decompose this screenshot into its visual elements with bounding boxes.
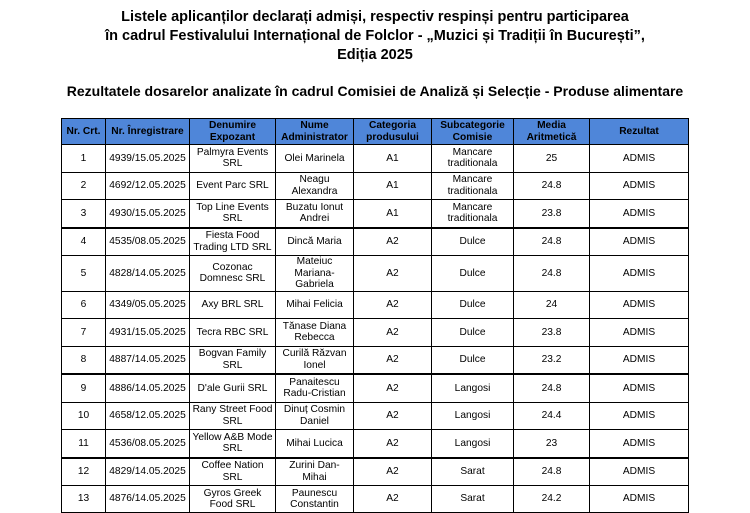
cell-administrator: Zurini Dan-Mihai bbox=[276, 458, 354, 486]
table-row bbox=[62, 256, 689, 292]
cell-average: 24.8 bbox=[514, 374, 590, 402]
cell-registration: 4349/05.05.2025 bbox=[106, 291, 190, 319]
cell-result: ADMIS bbox=[590, 346, 689, 374]
cell-result: ADMIS bbox=[590, 256, 689, 292]
header-exhibitor: Denumire Expozant bbox=[190, 119, 276, 145]
header-administrator: Nume Administrator bbox=[276, 119, 354, 145]
cell-nr: 6 bbox=[62, 291, 106, 319]
cell-registration: 4931/15.05.2025 bbox=[106, 319, 190, 347]
document-title bbox=[0, 8, 750, 65]
cell-exhibitor: Bogvan Family SRL bbox=[190, 346, 276, 374]
cell-category: A1 bbox=[354, 200, 432, 228]
table-row bbox=[62, 200, 689, 228]
cell-average: 23.8 bbox=[514, 319, 590, 347]
cell-subcategory: Langosi bbox=[432, 430, 514, 458]
cell-exhibitor: Tecra RBC SRL bbox=[190, 319, 276, 347]
results-table bbox=[61, 118, 689, 513]
cell-administrator: Curilă Răzvan Ionel bbox=[276, 346, 354, 374]
cell-average: 23.2 bbox=[514, 346, 590, 374]
cell-nr: 5 bbox=[62, 256, 106, 292]
title-line-3: Ediția 2025 bbox=[337, 47, 413, 63]
header-nr: Nr. Crt. bbox=[62, 119, 106, 145]
cell-average: 24.8 bbox=[514, 172, 590, 200]
cell-nr: 2 bbox=[62, 172, 106, 200]
cell-administrator: Tănase Diana Rebecca bbox=[276, 319, 354, 347]
cell-subcategory: Dulce bbox=[432, 228, 514, 256]
cell-result: ADMIS bbox=[590, 319, 689, 347]
cell-registration: 4828/14.05.2025 bbox=[106, 256, 190, 292]
cell-administrator: Panaitescu Radu-Cristian bbox=[276, 374, 354, 402]
cell-subcategory: Langosi bbox=[432, 402, 514, 430]
cell-administrator: Mihai Felicia bbox=[276, 291, 354, 319]
cell-average: 24 bbox=[514, 291, 590, 319]
cell-average: 24.8 bbox=[514, 228, 590, 256]
cell-result: ADMIS bbox=[590, 200, 689, 228]
table-row bbox=[62, 346, 689, 374]
cell-result: ADMIS bbox=[590, 291, 689, 319]
cell-result: ADMIS bbox=[590, 145, 689, 173]
cell-category: A2 bbox=[354, 486, 432, 513]
cell-administrator: Dincă Maria bbox=[276, 228, 354, 256]
cell-exhibitor: Gyros Greek Food SRL bbox=[190, 486, 276, 513]
cell-result: ADMIS bbox=[590, 486, 689, 513]
cell-registration: 4658/12.05.2025 bbox=[106, 402, 190, 430]
cell-exhibitor: Cozonac Domnesc SRL bbox=[190, 256, 276, 292]
cell-average: 24.8 bbox=[514, 458, 590, 486]
cell-exhibitor: Fiesta Food Trading LTD SRL bbox=[190, 228, 276, 256]
cell-nr: 3 bbox=[62, 200, 106, 228]
cell-result: ADMIS bbox=[590, 430, 689, 458]
table-row bbox=[62, 402, 689, 430]
cell-subcategory: Mancare traditionala bbox=[432, 145, 514, 173]
cell-nr: 1 bbox=[62, 145, 106, 173]
header-category: Categoria produsului bbox=[354, 119, 432, 145]
cell-category: A2 bbox=[354, 346, 432, 374]
cell-subcategory: Langosi bbox=[432, 374, 514, 402]
cell-category: A2 bbox=[354, 402, 432, 430]
cell-result: ADMIS bbox=[590, 228, 689, 256]
cell-category: A1 bbox=[354, 172, 432, 200]
cell-registration: 4930/15.05.2025 bbox=[106, 200, 190, 228]
cell-subcategory: Sarat bbox=[432, 486, 514, 513]
cell-registration: 4536/08.05.2025 bbox=[106, 430, 190, 458]
document-subtitle: Rezultatele dosarelor analizate în cadrul Comisiei de Analiză și Selecție - Produse alimentare bbox=[66, 83, 684, 99]
title-line-1: Listele aplicanților declarați admiși, respectiv respinși pentru participarea bbox=[121, 9, 629, 25]
cell-result: ADMIS bbox=[590, 402, 689, 430]
cell-administrator: Olei Marinela bbox=[276, 145, 354, 173]
cell-exhibitor: Coffee Nation SRL bbox=[190, 458, 276, 486]
cell-exhibitor: D'ale Gurii SRL bbox=[190, 374, 276, 402]
cell-nr: 12 bbox=[62, 458, 106, 486]
table-row bbox=[62, 172, 689, 200]
cell-average: 25 bbox=[514, 145, 590, 173]
table-row bbox=[62, 430, 689, 458]
cell-category: A2 bbox=[354, 319, 432, 347]
table-row bbox=[62, 486, 689, 513]
table-row bbox=[62, 319, 689, 347]
cell-nr: 4 bbox=[62, 228, 106, 256]
cell-nr: 13 bbox=[62, 486, 106, 513]
cell-nr: 10 bbox=[62, 402, 106, 430]
cell-category: A2 bbox=[354, 374, 432, 402]
cell-administrator: Buzatu Ionut Andrei bbox=[276, 200, 354, 228]
cell-average: 23 bbox=[514, 430, 590, 458]
title-line-2: în cadrul Festivalului Internațional de Folclor - „Muzici și Tradiții în București”, bbox=[105, 28, 645, 44]
cell-registration: 4887/14.05.2025 bbox=[106, 346, 190, 374]
table-row bbox=[62, 374, 689, 402]
cell-nr: 7 bbox=[62, 319, 106, 347]
cell-exhibitor: Rany Street Food SRL bbox=[190, 402, 276, 430]
cell-subcategory: Mancare traditionala bbox=[432, 200, 514, 228]
cell-administrator: Neagu Alexandra bbox=[276, 172, 354, 200]
cell-average: 23.8 bbox=[514, 200, 590, 228]
cell-exhibitor: Event Parc SRL bbox=[190, 172, 276, 200]
cell-result: ADMIS bbox=[590, 458, 689, 486]
table-row bbox=[62, 145, 689, 173]
cell-administrator: Mihai Lucica bbox=[276, 430, 354, 458]
cell-subcategory: Sarat bbox=[432, 458, 514, 486]
cell-registration: 4692/12.05.2025 bbox=[106, 172, 190, 200]
cell-subcategory: Mancare traditionala bbox=[432, 172, 514, 200]
header-average: Media Aritmetică bbox=[514, 119, 590, 145]
cell-result: ADMIS bbox=[590, 172, 689, 200]
cell-average: 24.4 bbox=[514, 402, 590, 430]
cell-category: A2 bbox=[354, 256, 432, 292]
cell-nr: 9 bbox=[62, 374, 106, 402]
cell-administrator: Paunescu Constantin bbox=[276, 486, 354, 513]
table-row bbox=[62, 291, 689, 319]
cell-exhibitor: Palmyra Events SRL bbox=[190, 145, 276, 173]
table-header-row bbox=[62, 119, 689, 145]
header-subcategory: Subcategorie Comisie bbox=[432, 119, 514, 145]
cell-registration: 4876/14.05.2025 bbox=[106, 486, 190, 513]
cell-category: A2 bbox=[354, 291, 432, 319]
header-registration: Nr. Înregistrare bbox=[106, 119, 190, 145]
cell-subcategory: Dulce bbox=[432, 291, 514, 319]
header-result: Rezultat bbox=[590, 119, 689, 145]
cell-category: A2 bbox=[354, 458, 432, 486]
cell-average: 24.2 bbox=[514, 486, 590, 513]
cell-exhibitor: Axy BRL SRL bbox=[190, 291, 276, 319]
table-row bbox=[62, 458, 689, 486]
cell-registration: 4886/14.05.2025 bbox=[106, 374, 190, 402]
cell-administrator: Dinuț Cosmin Daniel bbox=[276, 402, 354, 430]
cell-subcategory: Dulce bbox=[432, 346, 514, 374]
cell-subcategory: Dulce bbox=[432, 256, 514, 292]
table-row bbox=[62, 228, 689, 256]
cell-category: A2 bbox=[354, 228, 432, 256]
cell-category: A2 bbox=[354, 430, 432, 458]
cell-nr: 11 bbox=[62, 430, 106, 458]
cell-registration: 4535/08.05.2025 bbox=[106, 228, 190, 256]
cell-exhibitor: Top Line Events SRL bbox=[190, 200, 276, 228]
cell-nr: 8 bbox=[62, 346, 106, 374]
cell-registration: 4939/15.05.2025 bbox=[106, 145, 190, 173]
cell-result: ADMIS bbox=[590, 374, 689, 402]
cell-category: A1 bbox=[354, 145, 432, 173]
cell-average: 24.8 bbox=[514, 256, 590, 292]
cell-registration: 4829/14.05.2025 bbox=[106, 458, 190, 486]
cell-subcategory: Dulce bbox=[432, 319, 514, 347]
cell-exhibitor: Yellow A&B Mode SRL bbox=[190, 430, 276, 458]
cell-administrator: Mateiuc Mariana-Gabriela bbox=[276, 256, 354, 292]
